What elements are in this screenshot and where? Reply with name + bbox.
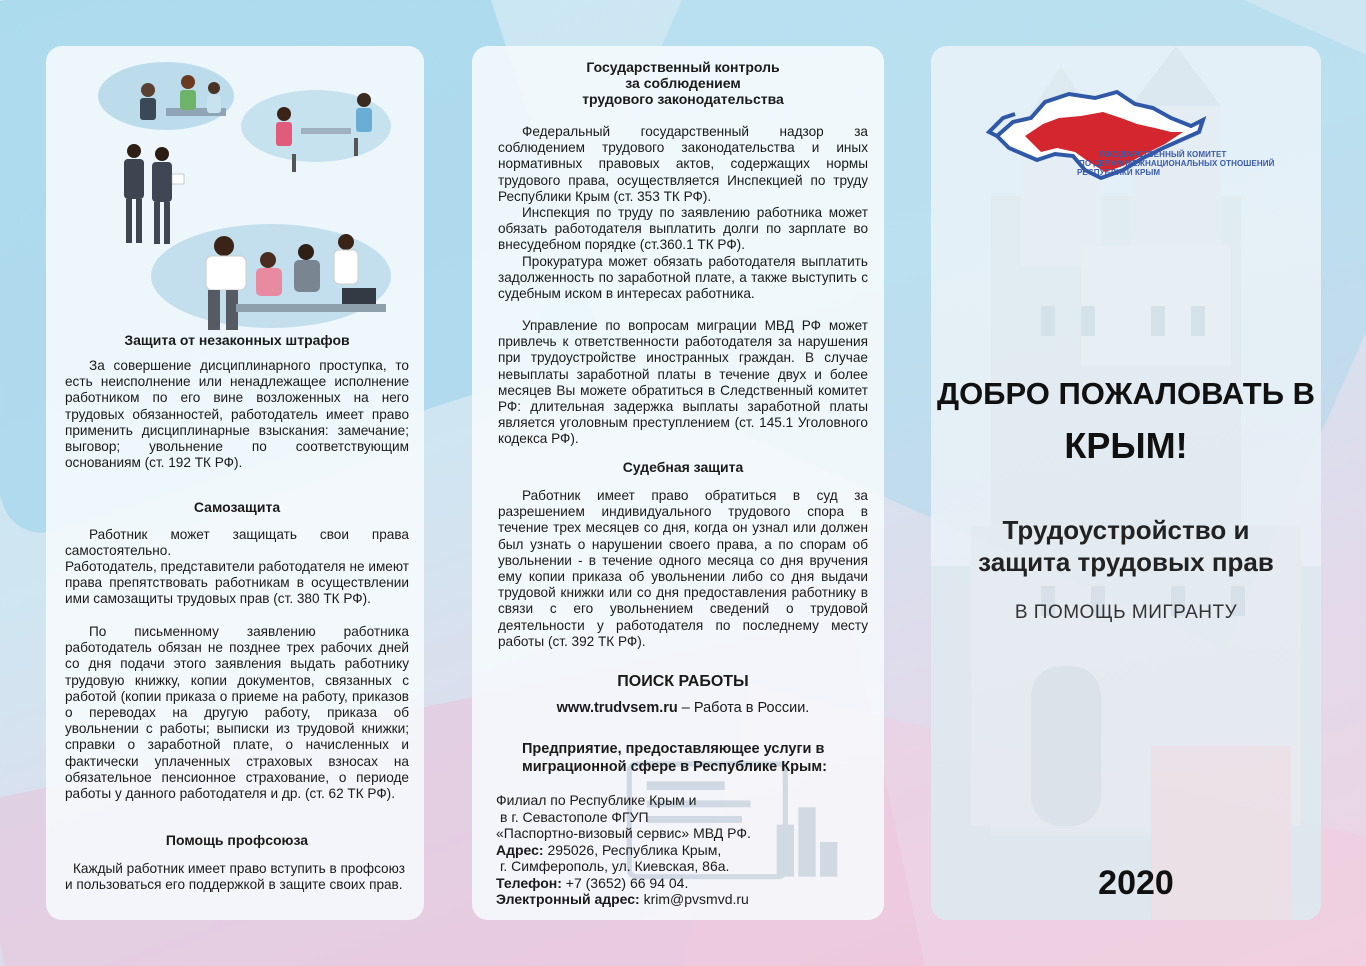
email-label: Электронный адрес: — [496, 891, 640, 907]
job-search-line — [498, 700, 868, 716]
self-defense-p3: По письменному заявлению работника работодатель обязан не позднее трех рабочих дней со дня подачи этого заявления выдать работнику трудовую книжку, копии документов, связанных с работой (копии приказа о приеме на работу, приказов о переводах на другую работу, приказа об увольнении с работы; выписки из трудовой книжки; справки о заработной плате, о начисленных и фактически уплаченных страховых взносах на обязательное пенсионное страхование, о периоде работы у данного работодателя и др. (ст. 62 ТК РФ). — [65, 624, 409, 802]
fines-text: За совершение дисциплинарного проступка, то есть неисполнение или ненадлежащее исполнение работником по его вине возложенных на него трудовых обязанностей, работодатель имеет право применить дисциплинарные взыскания: замечание; выговор; увольнение по соответствующим основаниям (ст. 192 ТК РФ). — [65, 358, 409, 471]
brochure-subtitle — [931, 514, 1321, 578]
org-line1: Филиал по Республике Крым и — [496, 792, 697, 808]
enterprise-heading-line2: миграционной сфере в Республике Крым: — [522, 759, 827, 775]
self-defense-p1: Работник может защищать свои права самостоятельно. — [65, 527, 409, 559]
state-control-p1: Федеральный государственный надзор за соблюдением трудового законодательства и иных нормативных правовых актов, содержащих нормы трудового права, осуществляется Инспекцией по труду Республики Крым (ст. 353 ТК РФ). — [498, 124, 868, 204]
org-line3: «Паспортно-визовый сервис» МВД РФ. — [496, 825, 751, 841]
phone-value: +7 (3652) 66 94 04. — [561, 874, 689, 891]
cover-panel — [931, 46, 1321, 920]
fines-heading: Защита от незаконных штрафов — [124, 332, 350, 348]
state-control-p4: Управление по вопросам миграции МВД РФ может привлечь к ответственности работодателя за нарушения при трудоустройстве иностранных граждан. В случае невыплаты заработной платы в течение двух и более месяцев Вы можете обратиться в Следственный комитет РФ: длительная задержка выплаты заработной платы является уголовным преступлением (ст. 145.1 Уголовного кодекса РФ). — [498, 318, 868, 447]
enterprise-contacts — [496, 792, 866, 908]
subtitle-line1: Трудоустройство и — [1002, 515, 1250, 545]
office-workers-illustration — [96, 56, 396, 338]
union-text: Каждый работник имеет право вступить в профсоюз и пользоваться его поддержкой в защите своих прав. — [65, 861, 406, 893]
welcome-title-line2: КРЫМ! — [1064, 425, 1188, 466]
address-label: Адрес: — [496, 841, 544, 858]
job-search-desc: – Работа в России. — [677, 700, 810, 716]
self-defense-heading: Самозащита — [193, 499, 281, 515]
address-line2: г. Симферополь, ул. Киевская, 86а. — [500, 858, 730, 874]
address-value: 295026, Республика Крым, — [543, 841, 722, 858]
org-line2: в г. Севастополе ФГУП — [500, 808, 649, 825]
state-control-p2: Инспекция по труду по заявлению работника может обязать работодателя выплатить долги по зарплате во внесудебном порядке (ст.360.1 ТК РФ). — [498, 205, 868, 253]
union-heading: Помощь профсоюза — [165, 832, 309, 848]
subtitle-line2: защита трудовых прав — [978, 547, 1274, 577]
state-control-heading-line3: трудового законодательства — [582, 91, 784, 107]
court-heading: Судебная защита — [622, 459, 744, 475]
job-search-link[interactable]: www.trudvsem.ru — [556, 700, 678, 716]
welcome-title — [931, 370, 1321, 474]
address-line1 — [496, 842, 866, 859]
enterprise-heading-line1: Предприятие, предоставляющее услуги в — [522, 741, 825, 757]
logo-line2: ПО ДЕЛАМ МЕЖНАЦИОНАЛЬНЫХ ОТНОШЕНИЙ — [1079, 159, 1275, 168]
tagline: В ПОМОЩЬ МИГРАНТУ — [1014, 602, 1238, 623]
job-search-heading: ПОИСК РАБОТЫ — [617, 673, 749, 690]
state-control-heading-line1: Государственный контроль — [586, 59, 780, 75]
court-text: Работник имеет право обратиться в суд за разрешением индивидуального трудового спора в течение трех месяцев со дня, когда он узнал или должен был узнать о нарушении своего права, а по спорам об увольнении - в течение одного месяца со дня вручения ему копии приказа об увольнении либо со дня выдачи трудовой книжки или со дня предоставления работнику в связи с его увольнением сведений о трудовой деятельности у работодателя по последнему месту работы (ст. 392 ТК РФ). — [498, 488, 868, 649]
logo-line1: ГОСУДАРСТВЕННЫЙ КОМИТЕТ — [1099, 150, 1227, 159]
phone-line — [496, 875, 866, 892]
state-control-p3: Прокуратура может обязать работодателя выплатить задолженность по заработной плате, а также выступить с судебным иском в интересах работника. — [498, 254, 868, 302]
logo-line3: РЕСПУБЛИКИ КРЫМ — [1077, 168, 1161, 177]
email-value[interactable]: krim@pvsmvd.ru — [639, 891, 749, 907]
left-panel — [46, 46, 424, 920]
self-defense-p2: Работодатель, представители работодателя не имеют права препятствовать работникам в осуществлении ими самозащиты трудовых прав (ст. 380 ТК РФ). — [65, 559, 409, 607]
state-control-heading-line2: за соблюдением — [625, 75, 741, 91]
committee-logo-text — [1077, 150, 1277, 177]
welcome-title-line1: ДОБРО ПОЖАЛОВАТЬ В — [936, 376, 1315, 411]
phone-label: Телефон: — [496, 874, 562, 891]
year: 2020 — [1098, 864, 1174, 902]
email-line — [496, 891, 866, 908]
middle-panel — [472, 46, 884, 920]
enterprise-heading — [522, 740, 872, 776]
